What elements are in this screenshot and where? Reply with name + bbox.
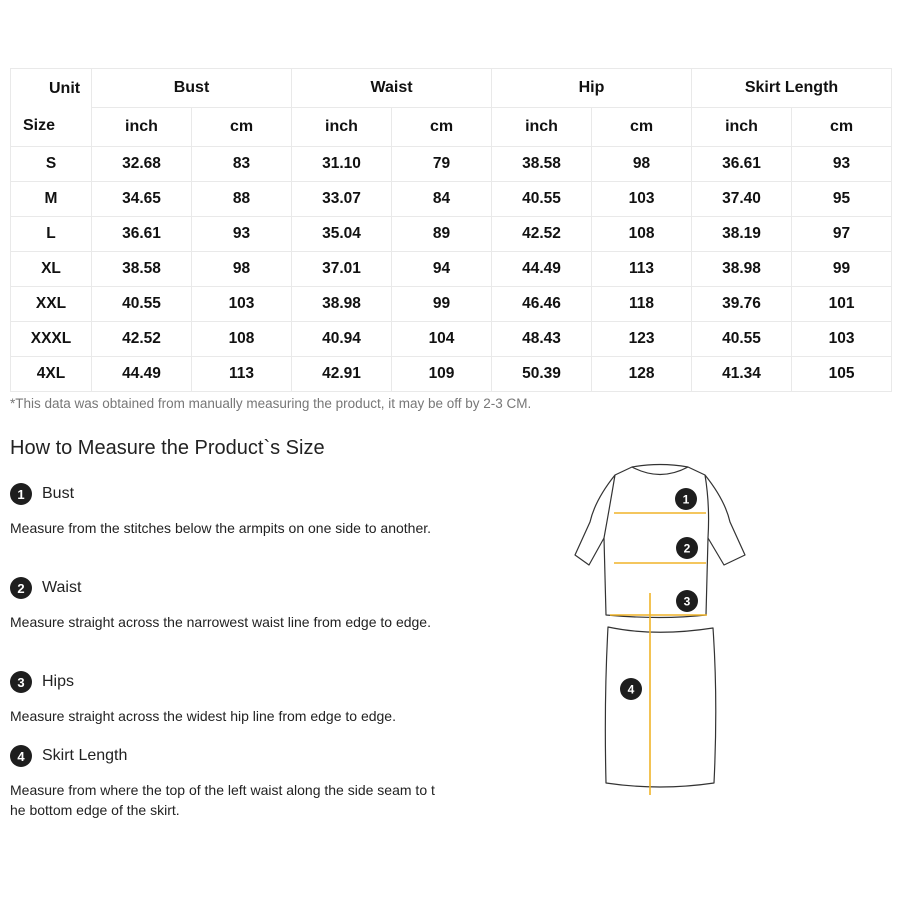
step-heading-skirt-length [10, 744, 127, 768]
value-cell: 34.65 [92, 182, 192, 217]
value-cell: 98 [192, 252, 292, 287]
unit-header: cm [792, 108, 892, 147]
value-cell: 35.04 [292, 217, 392, 252]
size-chart-table [10, 68, 892, 392]
table-row [11, 182, 892, 217]
value-cell: 88 [192, 182, 292, 217]
value-cell: 105 [792, 357, 892, 392]
size-cell: XXXL [11, 322, 92, 357]
value-cell: 42.91 [292, 357, 392, 392]
value-cell: 40.55 [492, 182, 592, 217]
value-cell: 38.98 [692, 252, 792, 287]
marker-2 [676, 537, 698, 559]
value-cell: 38.58 [492, 147, 592, 182]
step-name: Waist [42, 579, 82, 596]
table-row [11, 357, 892, 392]
value-cell: 79 [392, 147, 492, 182]
value-cell: 44.49 [92, 357, 192, 392]
step-heading-hips [10, 670, 74, 694]
unit-header: inch [92, 108, 192, 147]
value-cell: 50.39 [492, 357, 592, 392]
value-cell: 128 [592, 357, 692, 392]
value-cell: 101 [792, 287, 892, 322]
value-cell: 46.46 [492, 287, 592, 322]
table-row [11, 252, 892, 287]
value-cell: 41.34 [692, 357, 792, 392]
marker-4-number: 4 [627, 682, 635, 697]
value-cell: 93 [792, 147, 892, 182]
marker-4 [620, 678, 642, 700]
value-cell: 93 [192, 217, 292, 252]
measurement-disclaimer: *This data was obtained from manually measuring the product, it may be off by 2-3 CM. [10, 396, 532, 411]
group-header-bust: Bust [92, 69, 292, 108]
step-name: Skirt Length [42, 747, 128, 764]
value-cell: 44.49 [492, 252, 592, 287]
value-cell: 98 [592, 147, 692, 182]
marker-3-number: 3 [683, 594, 691, 609]
unit-header: inch [292, 108, 392, 147]
value-cell: 36.61 [92, 217, 192, 252]
step-heading-bust [10, 482, 74, 506]
size-cell: XXL [11, 287, 92, 322]
marker-2-number: 2 [683, 541, 691, 556]
measure-section-title: How to Measure the Product`s Size [10, 437, 325, 459]
value-cell: 99 [792, 252, 892, 287]
value-cell: 40.94 [292, 322, 392, 357]
value-cell: 118 [592, 287, 692, 322]
step-description-hips: Measure straight across the widest hip line from edge to edge. [10, 708, 396, 724]
value-cell: 31.10 [292, 147, 392, 182]
value-cell: 84 [392, 182, 492, 217]
table-row [11, 147, 892, 182]
table-header-groups [11, 69, 892, 108]
table-header-units [11, 108, 892, 147]
value-cell: 103 [192, 287, 292, 322]
step-description-bust: Measure from the stitches below the armpits on one side to another. [10, 520, 432, 536]
value-cell: 103 [592, 182, 692, 217]
value-cell: 123 [592, 322, 692, 357]
unit-header: inch [492, 108, 592, 147]
corner-size-label: Size [23, 117, 56, 134]
value-cell: 37.01 [292, 252, 392, 287]
value-cell: 33.07 [292, 182, 392, 217]
value-cell: 37.40 [692, 182, 792, 217]
number-2-icon: 2 [10, 577, 32, 599]
size-cell: S [11, 147, 92, 182]
number-1-icon: 1 [10, 483, 32, 505]
unit-header: cm [392, 108, 492, 147]
value-cell: 42.52 [492, 217, 592, 252]
group-header-waist: Waist [292, 69, 492, 108]
number-4-icon: 4 [10, 745, 32, 767]
unit-header: cm [192, 108, 292, 147]
value-cell: 38.19 [692, 217, 792, 252]
step-description-skirt-length: Measure from where the top of the left waist along the side seam to the bottom edge of the skirt. [10, 782, 435, 818]
step-name: Bust [42, 485, 75, 502]
size-cell: M [11, 182, 92, 217]
table-row [11, 322, 892, 357]
unit-header: inch [692, 108, 792, 147]
value-cell: 39.76 [692, 287, 792, 322]
value-cell: 38.58 [92, 252, 192, 287]
step-description-waist: Measure straight across the narrowest waist line from edge to edge. [10, 614, 431, 630]
value-cell: 40.55 [692, 322, 792, 357]
value-cell: 108 [592, 217, 692, 252]
value-cell: 97 [792, 217, 892, 252]
value-cell: 109 [392, 357, 492, 392]
value-cell: 48.43 [492, 322, 592, 357]
value-cell: 113 [592, 252, 692, 287]
value-cell: 89 [392, 217, 492, 252]
value-cell: 38.98 [292, 287, 392, 322]
value-cell: 32.68 [92, 147, 192, 182]
value-cell: 104 [392, 322, 492, 357]
table-row [11, 217, 892, 252]
value-cell: 83 [192, 147, 292, 182]
step-name: Hips [42, 673, 75, 690]
number-3-icon: 3 [10, 671, 32, 693]
value-cell: 42.52 [92, 322, 192, 357]
value-cell: 94 [392, 252, 492, 287]
marker-1-number: 1 [682, 492, 690, 507]
value-cell: 40.55 [92, 287, 192, 322]
size-cell: XL [11, 252, 92, 287]
value-cell: 95 [792, 182, 892, 217]
group-header-skirt-length: Skirt Length [692, 69, 892, 108]
value-cell: 113 [192, 357, 292, 392]
value-cell: 99 [392, 287, 492, 322]
garment-measurement-diagram [570, 460, 755, 800]
marker-3 [676, 590, 698, 612]
size-cell: 4XL [11, 357, 92, 392]
value-cell: 108 [192, 322, 292, 357]
marker-1 [675, 488, 697, 510]
corner-unit-label: Unit [49, 80, 81, 97]
value-cell: 36.61 [692, 147, 792, 182]
group-header-hip: Hip [492, 69, 692, 108]
value-cell: 103 [792, 322, 892, 357]
size-cell: L [11, 217, 92, 252]
step-heading-waist [10, 576, 81, 600]
table-row [11, 287, 892, 322]
table-corner-cell [11, 69, 92, 147]
unit-header: cm [592, 108, 692, 147]
